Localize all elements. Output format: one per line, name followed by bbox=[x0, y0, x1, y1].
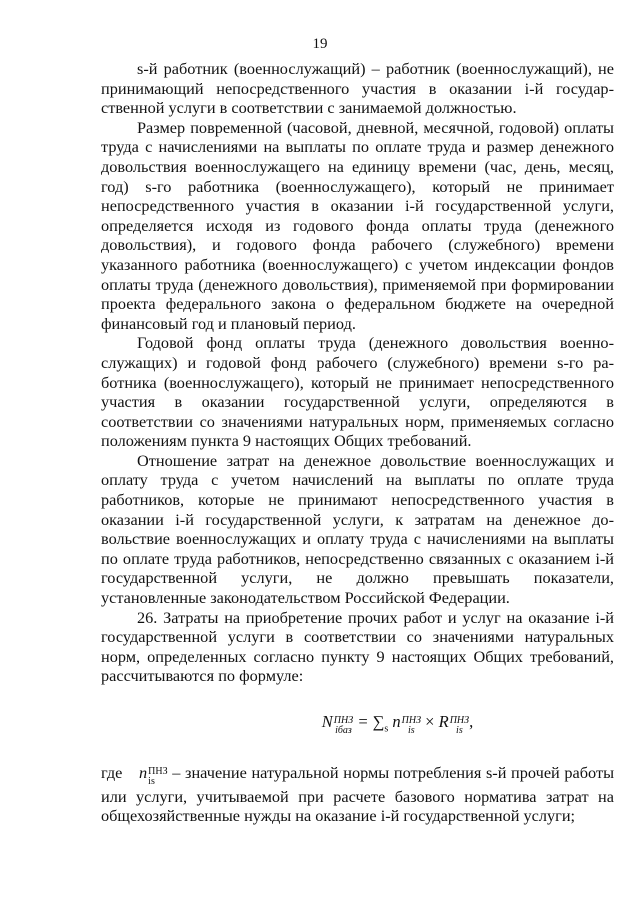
formula-sum: ∑ bbox=[372, 712, 385, 731]
formula-times: × bbox=[425, 712, 435, 731]
formula-r-sup: ПНЗ bbox=[449, 715, 470, 726]
paragraph: Годовой фонд оплаты труда (денежного довольствия военнослужащих) и годовой фонд рабочего (служебного) времени s-го работника (военнослужащего), который не принимает непосредственного участия в оказании государственной услуги, определяются в соответствии со значениями натуральных норм, применяемых согласно положениям пункта 9 настоящих Общих требований. bbox=[101, 333, 614, 451]
document-body bbox=[101, 59, 614, 826]
definition-symbol: n bbox=[139, 762, 148, 782]
formula-n-sup: ПНЗ bbox=[401, 715, 422, 726]
definition-symbol-index bbox=[148, 767, 167, 787]
paragraph: 26. Затраты на приобретение прочих работ и услуг на оказание i-й государственной услуги в соответствии со значениями натуральных норм, определенных согласно пункту 9 настоящих Общих требований, рассчитываются по формуле: bbox=[101, 607, 614, 686]
formula-r-symbol: R bbox=[438, 712, 449, 731]
formula-r-index bbox=[450, 716, 469, 736]
definition-symbol-sup: ПНЗ bbox=[148, 765, 168, 777]
formula-sum-sub: s bbox=[384, 723, 389, 735]
formula-lhs-sub: iбаз bbox=[335, 725, 352, 736]
paragraph: Размер повременной (часовой, дневной, месячной, годовой) оплаты труда с начислениями на выплаты по оплате труда и размер денежного довольствия военнослужащего на единицу времени (час, день, месяц, год) s-го работника (военнослужащего), который не принимает непосредственного участия в оказании i-й государственной услуги, определяется исходя из годового фонда оплаты труда (денежного довольствия), и годового фонда рабочего (служебного) времени указанного работника (военнослужащего) с учетом индексации фондов оплаты труда (денежного довольствия), применяемой при формировании проекта федерального закона о федеральном бюджете на очередной финансовый год и плановый период. bbox=[101, 117, 614, 333]
formula-equals: = bbox=[357, 712, 369, 731]
formula-r-sub: is bbox=[456, 725, 463, 736]
definition bbox=[101, 763, 614, 826]
page-number: 19 bbox=[312, 36, 328, 52]
formula-n-sub: is bbox=[407, 725, 415, 736]
formula-lhs-sup: ПНЗ bbox=[333, 715, 354, 726]
formula-n-index bbox=[402, 716, 421, 736]
paragraph: Отношение затрат на денежное довольствие военнослужащих и оплату труда с учетом начислений на выплаты по оплате труда работников, которые не принимают непосредственного участия в оказании i-й государственной услуги, к затратам на денежное довольствие военнослужащих и оплату труда с начислениями на выплаты по оплате труда работников, непосредственно связанных с оказанием i-й государственной услуги, не должно превышать показатели, установленные законодательством Российской Федерации. bbox=[101, 450, 614, 608]
formula-lhs-index bbox=[334, 716, 353, 736]
paragraph: s-й работник (военнослужащий) – работник (военнослужащий), не принимающий непосредственного участия в оказании i-й государственной услуги в соответствии с занимаемой должностью. bbox=[101, 59, 614, 118]
formula-n-symbol: n bbox=[392, 712, 401, 731]
formula-trailing: , bbox=[469, 712, 474, 731]
definition-prefix: где bbox=[101, 762, 123, 782]
formula-lhs-symbol: N bbox=[321, 712, 333, 731]
definition-symbol-sub: is bbox=[148, 775, 155, 787]
definition-text: – значение натуральной нормы потребления s-й прочей работы или услуги, учитываемой при расчете базового норматива затрат на общехозяйственные нужды на оказание i-й государственной услуги; bbox=[101, 762, 615, 826]
formula bbox=[101, 712, 614, 739]
